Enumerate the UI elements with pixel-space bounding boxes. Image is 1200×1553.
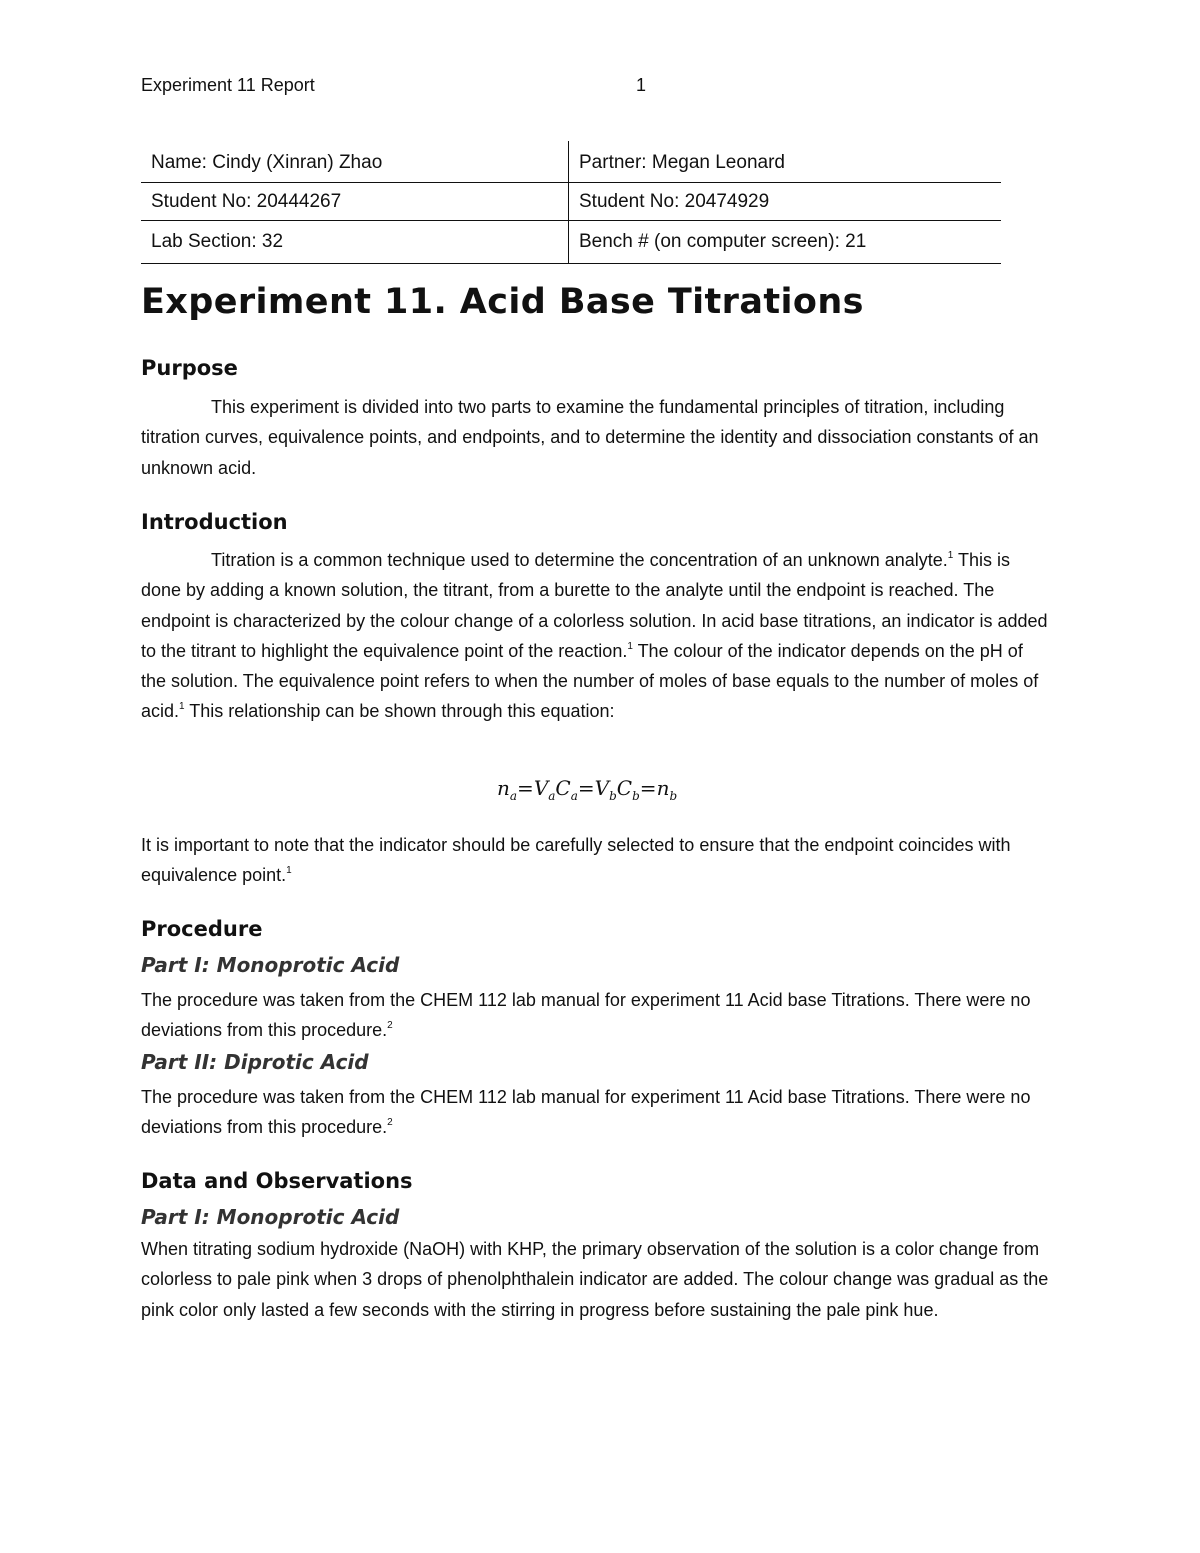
data-observations-heading: Data and Observations xyxy=(141,1169,413,1193)
student-no-cell: Student No: 20444267 xyxy=(141,183,569,221)
titration-equation: $n_a=V_aC_a=V_bC_b=n_b$ xyxy=(497,776,678,803)
procedure-part2-paragraph: The procedure was taken from the CHEM 112 lab manual for experiment 11 Acid base Titrations. There were no deviations from this procedure.$^2$ xyxy=(141,1087,1031,1138)
lab-section-cell: Lab Section: 32 xyxy=(141,221,569,264)
purpose-text: This experiment is divided into two parts to examine the fundamental principles of titration, including titration curves, equivalence points, and endpoints, and to determine the identity and dissociation constants of an unknown acid. xyxy=(141,397,1039,478)
data-part1-heading: Part I: Monoprotic Acid xyxy=(141,1205,400,1229)
name-cell: Name: Cindy (Xinran) Zhao xyxy=(141,141,569,183)
student-info-table xyxy=(141,141,1001,264)
citation-ref: 2 xyxy=(387,1117,393,1129)
citation-ref: 1 xyxy=(627,640,633,652)
intro-sentence-3: The colour of the indicator depends on the pH of the solution. The equivalence point refers to when the number of moles of base equals to the number of moles of acid. xyxy=(141,640,1039,722)
introduction-heading: Introduction xyxy=(141,510,288,534)
equation-note-paragraph xyxy=(141,830,1051,891)
table-row xyxy=(141,183,1001,221)
document-title: Experiment 11. Acid Base Titrations xyxy=(141,282,864,322)
citation-ref: 1 xyxy=(286,865,292,877)
citation-ref: 1 xyxy=(947,550,954,561)
running-header-title: Experiment 11 Report xyxy=(141,75,315,95)
intro-sentence-1: Titration is a common technique used to determine the concentration of an unknown analyte. xyxy=(211,550,948,570)
procedure-part1-paragraph: The procedure was taken from the CHEM 112 lab manual for experiment 11 Acid base Titrations. There were no deviations from this procedure.$^2$ xyxy=(141,990,1031,1041)
procedure-part1-heading: Part I: Monoprotic Acid xyxy=(141,953,400,977)
data-part1-paragraph: When titrating sodium hydroxide (NaOH) with KHP, the primary observation of the solution is a color change from colorless to pale pink when 3 drops of phenolphthalein indicator are added. The colour change was gradual as the pink color only lasted a few seconds with the stirring in progress before sustaining the pale pink hue. xyxy=(141,1239,1049,1320)
citation-ref: 1 xyxy=(179,701,185,713)
procedure-part2-heading: Part II: Diprotic Acid xyxy=(141,1050,369,1074)
partner-cell: Partner: Megan Leonard xyxy=(569,141,1002,183)
partner-student-no-cell: Student No: 20474929 xyxy=(569,183,1002,221)
equation-note-text: It is important to note that the indicator should be carefully selected to ensure that the endpoint coincides with equivalence point. xyxy=(141,835,1011,886)
introduction-paragraph xyxy=(141,545,1051,727)
bench-cell: Bench # (on computer screen): 21 xyxy=(569,221,1002,264)
purpose-paragraph xyxy=(141,392,1051,483)
citation-ref: 2 xyxy=(387,1020,393,1032)
table-row xyxy=(141,141,1001,183)
intro-sentence-4: This relationship can be shown through this equation: xyxy=(184,701,615,722)
page-number: 1 xyxy=(636,75,647,95)
procedure-heading: Procedure xyxy=(141,917,263,941)
intro-sentence-2: This is done by adding a known solution, the titrant, from a burette to the analyte until the endpoint is reached. The endpoint is characterized by the colour change of a colorless solution. In acid base titrations, an indicator is added to the titrant to highlight the equivalence point of the reaction. xyxy=(141,550,1048,661)
purpose-heading: Purpose xyxy=(141,356,238,380)
table-row xyxy=(141,221,1001,264)
